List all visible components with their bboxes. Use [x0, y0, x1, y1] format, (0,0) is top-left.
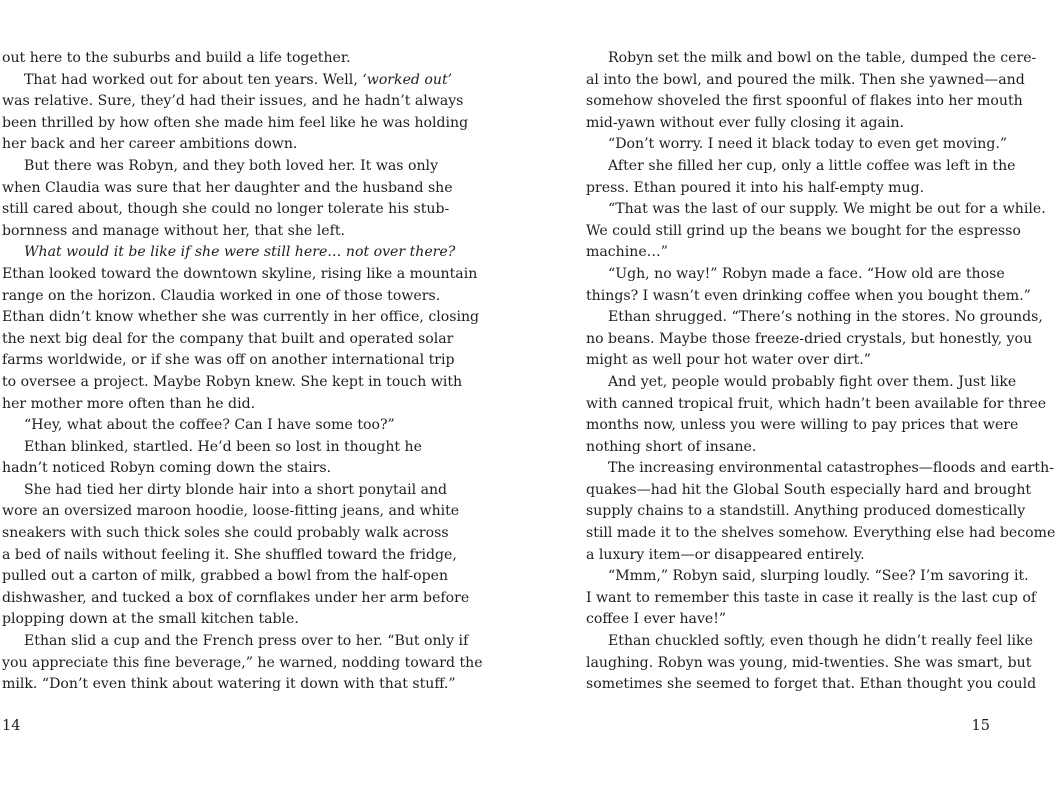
text-line: out here to the suburbs and build a life together.: [2, 50, 351, 66]
text-line: That had worked out for about ten years. Well, ‘worked out’: [24, 71, 453, 88]
text-line: farms worldwide, or if she was off on another international trip: [2, 352, 455, 369]
text-line: quakes—had hit the Global South especially hard and brought: [586, 481, 1032, 498]
left-page-body: [2, 48, 483, 696]
text-line: “Don’t worry. I need it black today to even get moving.”: [608, 136, 1008, 153]
text-line: dishwasher, and tucked a box of cornflakes under her arm before: [2, 589, 470, 606]
text-line: a luxury item—or disappeared entirely.: [586, 546, 865, 563]
text-line: still cared about, though she could no longer tolerate his stub-: [2, 201, 450, 218]
text-line: things? I wasn’t even drinking coffee when you bought them.”: [586, 287, 1031, 304]
right-page-number: 15: [971, 718, 990, 734]
text-line: sometimes she seemed to forget that. Ethan thought you could: [586, 676, 1037, 693]
text-line: coffee I ever have!”: [586, 611, 727, 628]
left-page-number: 14: [2, 718, 21, 734]
text-line: bornness and manage without her, that she left.: [2, 222, 345, 239]
text-line: a bed of nails without feeling it. She shuffled toward the fridge,: [2, 546, 457, 563]
text-line: plopping down at the small kitchen table.: [2, 611, 299, 628]
text-line: I want to remember this taste in case it really is the last cup of: [586, 589, 1037, 606]
text-line: What would it be like if she were still here… not over there?: [24, 244, 456, 261]
text-line: “That was the last of our supply. We might be out for a while.: [608, 201, 1046, 218]
text-line: “Hey, what about the coffee? Can I have some too?”: [24, 417, 395, 434]
text-line: press. Ethan poured it into his half-empty mug.: [586, 179, 925, 196]
text-line: sneakers with such thick soles she could probably walk across: [2, 525, 449, 542]
text-line: machine…”: [586, 244, 668, 261]
text-line: somehow shoveled the first spoonful of flakes into her mouth: [586, 93, 1023, 110]
text-line: her mother more often than he did.: [2, 395, 256, 412]
text-line: was relative. Sure, they’d had their issues, and he hadn’t always: [2, 93, 464, 110]
text-line: no beans. Maybe those freeze-dried crystals, but honestly, you: [586, 330, 1033, 347]
text-line: Ethan shrugged. “There’s nothing in the stores. No grounds,: [608, 309, 1043, 326]
text-line: might as well pour hot water over dirt.”: [586, 352, 871, 369]
text-line: you appreciate this fine beverage,” he warned, nodding toward the: [2, 654, 483, 671]
text-line: laughing. Robyn was young, mid-twenties. She was smart, but: [586, 654, 1032, 671]
text-line: range on the horizon. Claudia worked in one of those towers.: [2, 287, 441, 304]
text-line: al into the bowl, and poured the milk. Then she yawned—and: [586, 71, 1025, 88]
text-line: Ethan slid a cup and the French press over to her. “But only if: [24, 633, 469, 650]
text-line: the next big deal for the company that built and operated solar: [2, 330, 454, 347]
text-line: mid-yawn without ever fully closing it again.: [586, 114, 905, 131]
text-line: months now, unless you were willing to pay prices that were: [586, 417, 1019, 434]
text-line: with canned tropical fruit, which hadn’t been available for three: [586, 395, 1047, 412]
text-line: “Ugh, no way!” Robyn made a face. “How old are those: [608, 265, 1005, 282]
text-line: But there was Robyn, and they both loved her. It was only: [24, 157, 439, 174]
text-line: her back and her career ambitions down.: [2, 136, 298, 153]
text-line: been thrilled by how often she made him feel like he was holding: [2, 114, 469, 131]
text-line: pulled out a carton of milk, grabbed a bowl from the half-open: [2, 568, 449, 585]
text-line: milk. “Don’t even think about watering it down with that stuff.”: [2, 676, 456, 693]
text-line: “Mmm,” Robyn said, slurping loudly. “See? I’m savoring it.: [608, 568, 1029, 585]
text-line: After she filled her cup, only a little coffee was left in the: [608, 157, 1016, 174]
text-line: nothing short of insane.: [586, 438, 757, 455]
right-page-body: [586, 48, 1055, 696]
text-line: We could still grind up the beans we bought for the espresso: [586, 222, 1021, 239]
text-line: supply chains to a standstill. Anything produced domestically: [586, 503, 1026, 520]
text-line: Ethan blinked, startled. He’d been so lost in thought he: [24, 438, 422, 455]
text-line: She had tied her dirty blonde hair into a short ponytail and: [24, 481, 448, 498]
text-line: And yet, people would probably fight over them. Just like: [608, 373, 1017, 390]
text-line: Robyn set the milk and bowl on the table, dumped the cere-: [608, 50, 1037, 66]
text-line: Ethan looked toward the downtown skyline, rising like a mountain: [2, 265, 478, 282]
text-line: hadn’t noticed Robyn coming down the stairs.: [2, 460, 332, 477]
text-line: wore an oversized maroon hoodie, loose-fitting jeans, and white: [2, 503, 460, 520]
text-line: when Claudia was sure that her daughter and the husband she: [2, 179, 453, 196]
text-line: The increasing environmental catastrophes—floods and earth-: [608, 460, 1054, 477]
text-line: Ethan chuckled softly, even though he didn’t really feel like: [608, 633, 1033, 650]
text-line: Ethan didn’t know whether she was currently in her office, closing: [2, 309, 480, 326]
text-line: to oversee a project. Maybe Robyn knew. She kept in touch with: [2, 373, 463, 390]
text-line: still made it to the shelves somehow. Everything else had become: [586, 525, 1055, 542]
